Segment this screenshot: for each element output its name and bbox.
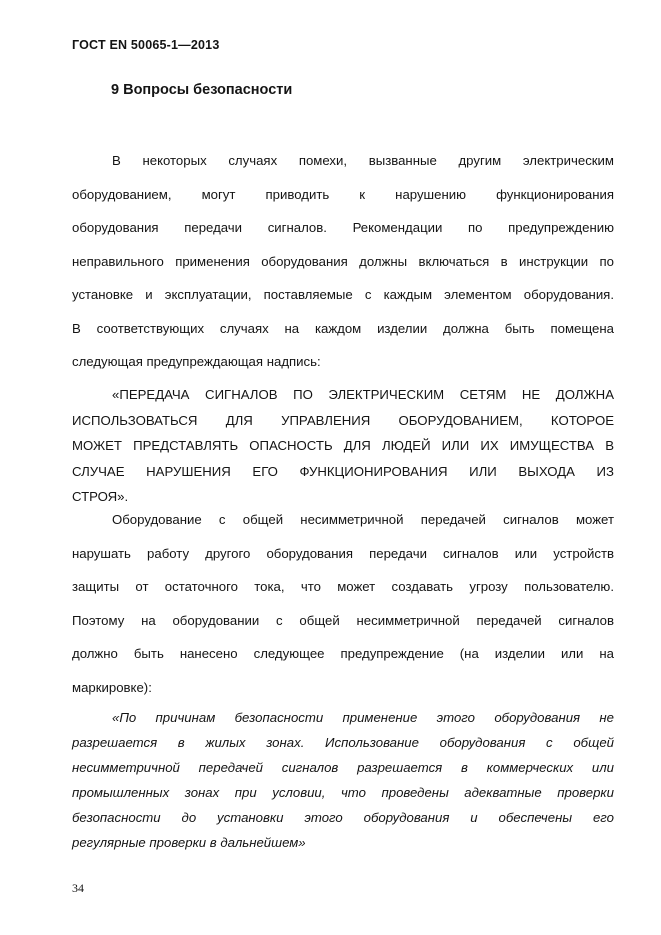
paragraph-line: «ПЕРЕДАЧА СИГНАЛОВ ПО ЭЛЕКТРИЧЕСКИМ СЕТЯМ НЕ ДОЛЖНА — [112, 387, 614, 402]
paragraph-line: нарушать работу другого оборудования передачи сигналов или устройств — [72, 545, 614, 561]
paragraph-line: СТРОЯ». — [72, 489, 129, 504]
document-header: ГОСТ EN 50065-1—2013 — [72, 38, 220, 52]
paragraph-line: следующая предупреждающая надпись: — [72, 354, 321, 369]
paragraph-italic-warning — [72, 705, 614, 855]
paragraph-line: должно быть нанесено следующее предупреждение (на изделии или на — [72, 646, 614, 661]
paragraph-line: В некоторых случаях помехи, вызванные другим электрическим — [112, 153, 614, 168]
paragraph-line: регулярные проверки в дальнейшем» — [72, 835, 306, 850]
paragraph-line: Поэтому на оборудовании с общей несимметричной передачей сигналов — [72, 612, 614, 628]
paragraph-line: разрешается в жилых зонах. Использование оборудования с общей — [72, 735, 614, 750]
paragraph-line: ИСПОЛЬЗОВАТЬСЯ ДЛЯ УПРАВЛЕНИЯ ОБОРУДОВАНИЕМ, КОТОРОЕ — [72, 412, 614, 428]
page-number: 34 — [72, 881, 84, 895]
paragraph-line: «По причинам безопасности применение этого оборудования не — [112, 710, 614, 725]
paragraph-line: оборудованием, могут приводить к нарушению функционирования — [72, 186, 614, 202]
paragraph-uppercase-warning — [72, 382, 614, 510]
paragraph-line: В соответствующих случаях на каждом изделии должна быть помещена — [72, 320, 614, 336]
paragraph-line: промышленных зонах при условии, что проведены адекватные проверки — [72, 785, 614, 800]
paragraph-line: СЛУЧАЕ НАРУШЕНИЯ ЕГО ФУНКЦИОНИРОВАНИЯ ИЛИ ВЫХОДА ИЗ — [72, 463, 614, 479]
paragraph-line: МОЖЕТ ПРЕДСТАВЛЯТЬ ОПАСНОСТЬ ДЛЯ ЛЮДЕЙ ИЛИ ИХ ИМУЩЕСТВА В — [72, 438, 614, 453]
paragraph-line: несимметричной передачей сигналов разрешается в коммерческих или — [72, 760, 614, 775]
section-title: 9 Вопросы безопасности — [111, 82, 293, 98]
paragraph-line: защиты от остаточного тока, что может создавать угрозу пользователю. — [72, 579, 614, 594]
paragraph-line: оборудования передачи сигналов. Рекомендации по предупреждению — [72, 220, 614, 235]
paragraph-line: маркировке): — [72, 679, 152, 695]
paragraph-line: Оборудование с общей несимметричной передачей сигналов может — [112, 512, 614, 527]
paragraph-line: неправильного применения оборудования должны включаться в инструкции по — [72, 253, 614, 269]
paragraph-asymmetric-signalling — [72, 503, 614, 704]
paragraph-line: установке и эксплуатации, поставляемые с каждым элементом оборудования. — [72, 287, 614, 302]
paragraph-interference-warning — [72, 144, 614, 379]
paragraph-line: безопасности до установки этого оборудования и обеспечены его — [72, 810, 614, 825]
